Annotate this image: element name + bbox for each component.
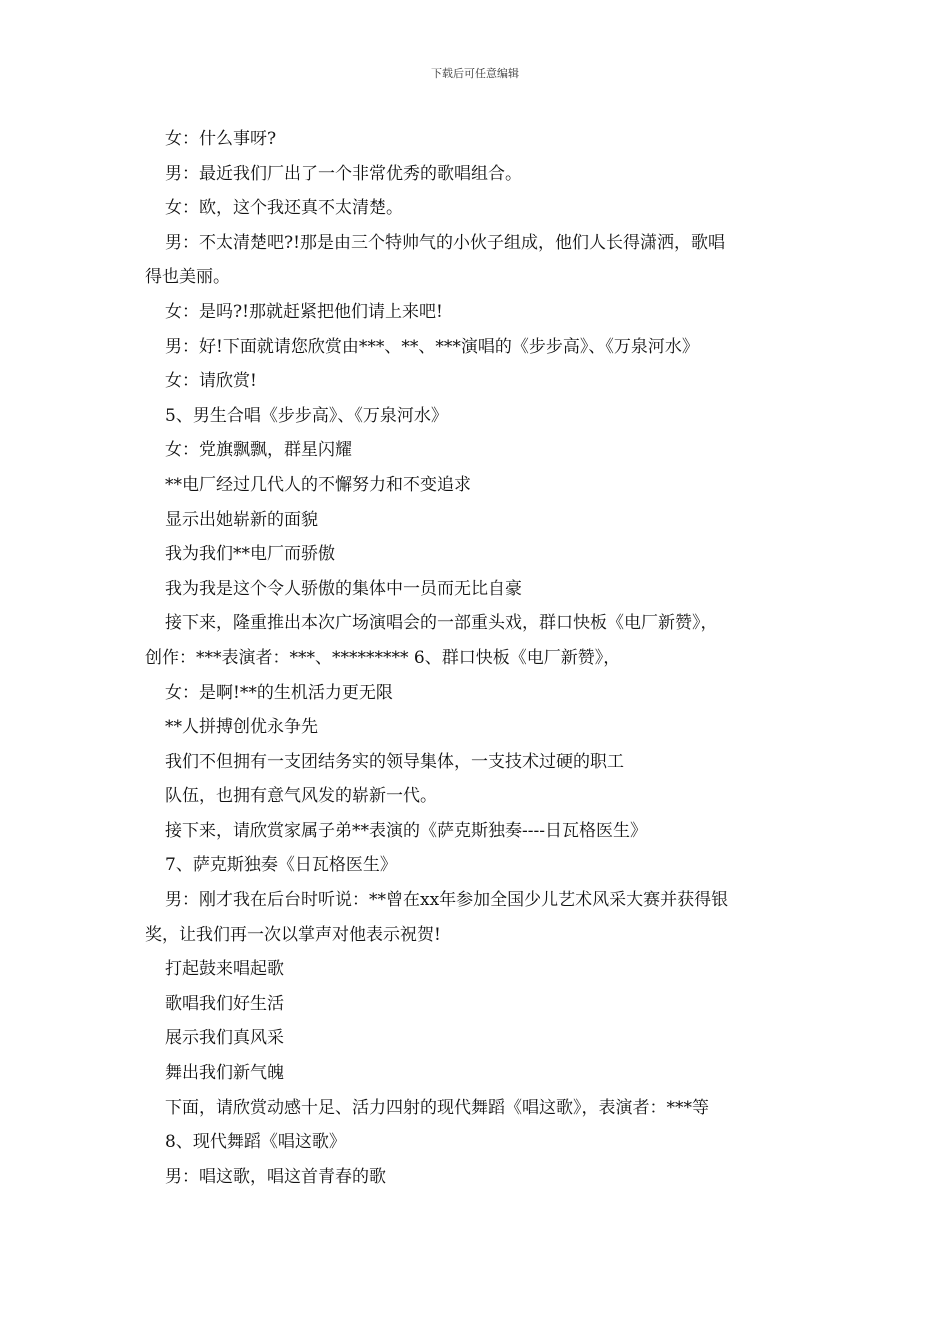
text-line: 女：请欣赏!	[165, 371, 257, 392]
text-line: 男：不太清楚吧?!那是由三个特帅气的小伙子组成，他们人长得潇洒，歌唱	[165, 232, 725, 253]
text-line: 女：什么事呀?	[165, 129, 277, 149]
text-line: 女：是啊!**的生机活力更无限	[165, 682, 393, 703]
text-line: 舞出我们新气魄	[165, 1063, 284, 1084]
text-line: 男：刚才我在后台时听说：**曾在xx年参加全国少儿艺术风采大赛并获得银	[165, 890, 729, 911]
text-line: 得也美丽。	[145, 267, 230, 288]
text-line: 8、现代舞蹈《唱这歌》	[165, 1132, 346, 1153]
text-line: 显示出她崭新的面貌	[165, 509, 318, 530]
text-line: 接下来，隆重推出本次广场演唱会的一部重头戏，群口快板《电厂新赞》，	[165, 613, 718, 634]
document-body	[145, 122, 825, 1194]
text-line: 创作：***表演者：***、********* 6、群口快板《电厂新赞》，	[145, 647, 621, 668]
text-line: 接下来，请欣赏家属子弟**表演的《萨克斯独奏----日瓦格医生》	[165, 820, 647, 841]
text-line: 女：是吗?!那就赶紧把他们请上来吧!	[165, 301, 443, 322]
text-line: 男：唱这歌，唱这首青春的歌	[165, 1166, 386, 1187]
text-line: **人拼搏创优永争先	[165, 717, 318, 738]
text-line: 我为我们**电厂而骄傲	[165, 544, 335, 565]
text-line: 5、男生合唱《步步高》、《万泉河水》	[165, 405, 448, 426]
text-line: 展示我们真风采	[165, 1028, 284, 1049]
text-line: 奖，让我们再一次以掌声对他表示祝贺!	[145, 924, 441, 945]
text-line: 下面，请欣赏动感十足、活力四射的现代舞蹈《唱这歌》，表演者：***等	[165, 1097, 709, 1118]
text-line: 我为我是这个令人骄傲的集体中一员而无比自豪	[165, 578, 522, 599]
text-line: 我们不但拥有一支团结务实的领导集体，一支技术过硬的职工	[165, 751, 624, 772]
text-line: 女：党旗飘飘，群星闪耀	[165, 440, 352, 461]
page-header: 下载后可任意编辑	[431, 67, 519, 80]
text-line: 歌唱我们好生活	[165, 993, 284, 1014]
text-line: 7、萨克斯独奏《日瓦格医生》	[165, 855, 397, 876]
text-line: 女：欧，这个我还真不太清楚。	[165, 198, 403, 219]
text-line: 队伍，也拥有意气风发的崭新一代。	[165, 786, 437, 807]
text-line: 男：最近我们厂出了一个非常优秀的歌唱组合。	[165, 163, 522, 184]
text-line: 打起鼓来唱起歌	[165, 959, 284, 980]
text-line: 男：好!下面就请您欣赏由***、**、***演唱的《步步高》、《万泉河水》	[165, 336, 699, 357]
text-line: **电厂经过几代人的不懈努力和不变追求	[165, 474, 471, 495]
